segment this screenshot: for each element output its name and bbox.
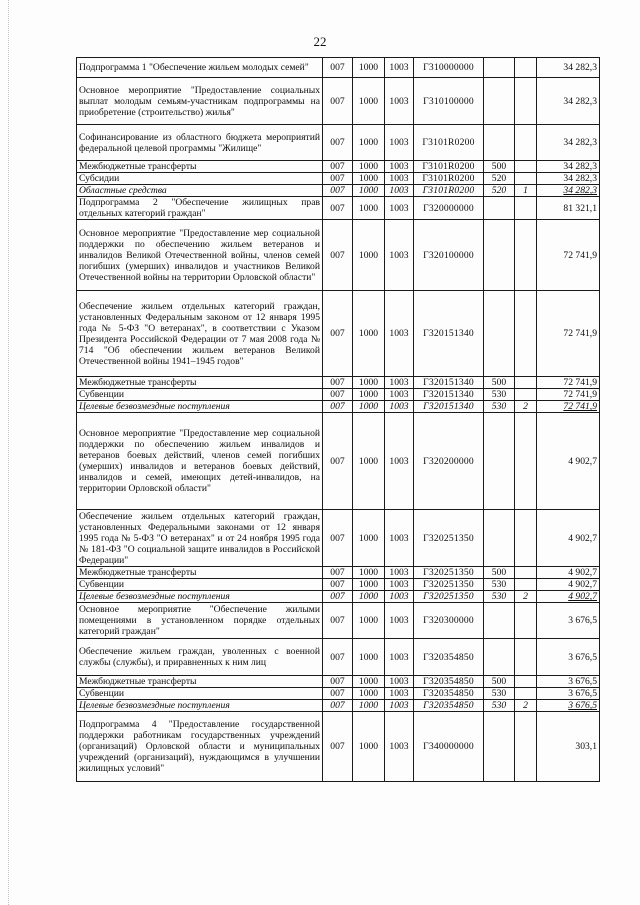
cell-item-name: Основное мероприятие "Предоставление мер социальной поддержки по обеспечению жильем ветеранов и инвалидов Великой Отечественной войны, членов семей погибших (умерших) инвалидов и участников Великой Отечественной войны на территории Орловской области" (77, 220, 323, 291)
cell-item-name: Межбюджетные трансферты (77, 676, 323, 688)
cell-amount: 81 321,1 (537, 197, 600, 220)
cell-ministry-code: 007 (323, 510, 353, 567)
cell-expense-type (484, 603, 515, 639)
cell-funding-source (515, 712, 537, 782)
cell-ministry-code: 007 (323, 291, 353, 377)
cell-ministry-code: 007 (323, 220, 353, 291)
cell-funding-source (515, 603, 537, 639)
cell-section-code: 1000 (353, 161, 385, 173)
table-row (77, 291, 600, 377)
cell-subsection-code: 1003 (385, 676, 414, 688)
cell-funding-source (515, 220, 537, 291)
cell-expense-type: 530 (484, 591, 515, 603)
cell-subsection-code: 1003 (385, 173, 414, 185)
table-row (77, 676, 600, 688)
cell-amount: 3 676,5 (537, 676, 600, 688)
table-row (77, 639, 600, 676)
cell-amount: 4 902,7 (537, 579, 600, 591)
scan-binding-edge (8, 0, 10, 905)
cell-subsection-code: 1003 (385, 639, 414, 676)
cell-target-article: Г320151340 (414, 389, 484, 401)
cell-section-code: 1000 (353, 567, 385, 579)
cell-amount: 3 676,5 (537, 700, 600, 712)
cell-ministry-code: 007 (323, 700, 353, 712)
cell-section-code: 1000 (353, 413, 385, 510)
cell-subsection-code: 1003 (385, 579, 414, 591)
cell-funding-source (515, 161, 537, 173)
cell-amount: 34 282,3 (537, 173, 600, 185)
cell-section-code: 1000 (353, 173, 385, 185)
cell-amount: 3 676,5 (537, 603, 600, 639)
cell-amount: 34 282,3 (537, 78, 600, 125)
cell-amount: 72 741,9 (537, 220, 600, 291)
cell-funding-source (515, 639, 537, 676)
cell-amount: 4 902,7 (537, 510, 600, 567)
cell-subsection-code: 1003 (385, 220, 414, 291)
cell-funding-source (515, 125, 537, 161)
cell-subsection-code: 1003 (385, 567, 414, 579)
cell-target-article: Г340000000 (414, 712, 484, 782)
cell-expense-type (484, 197, 515, 220)
cell-funding-source (515, 389, 537, 401)
cell-section-code: 1000 (353, 579, 385, 591)
cell-item-name: Обеспечение жильем отдельных категорий граждан, установленных Федеральными законами от 12 января 1995 года № 5-ФЗ "О ветеранах" и от 24 ноября 1995 года № 181-ФЗ "О социальной защите инвалидов в Российской Федерации" (77, 510, 323, 567)
cell-section-code: 1000 (353, 401, 385, 413)
cell-expense-type (484, 510, 515, 567)
cell-target-article: Г310100000 (414, 78, 484, 125)
cell-target-article: Г320000000 (414, 197, 484, 220)
cell-expense-type: 500 (484, 377, 515, 389)
cell-target-article: Г320251350 (414, 510, 484, 567)
cell-funding-source (515, 413, 537, 510)
cell-funding-source (515, 377, 537, 389)
cell-amount: 4 902,7 (537, 567, 600, 579)
cell-target-article: Г320354850 (414, 700, 484, 712)
cell-section-code: 1000 (353, 58, 385, 78)
cell-target-article: Г320354850 (414, 639, 484, 676)
cell-funding-source (515, 58, 537, 78)
cell-item-name: Межбюджетные трансферты (77, 567, 323, 579)
cell-section-code: 1000 (353, 712, 385, 782)
table-row (77, 389, 600, 401)
cell-amount: 4 902,7 (537, 413, 600, 510)
cell-target-article: Г320151340 (414, 401, 484, 413)
cell-ministry-code: 007 (323, 125, 353, 161)
cell-amount: 72 741,9 (537, 291, 600, 377)
cell-ministry-code: 007 (323, 401, 353, 413)
cell-amount: 72 741,9 (537, 389, 600, 401)
table-row (77, 567, 600, 579)
cell-section-code: 1000 (353, 291, 385, 377)
cell-item-name: Целевые безвозмездные поступления (77, 700, 323, 712)
cell-expense-type (484, 125, 515, 161)
cell-subsection-code: 1003 (385, 591, 414, 603)
cell-ministry-code: 007 (323, 389, 353, 401)
cell-subsection-code: 1003 (385, 389, 414, 401)
cell-item-name: Основное мероприятие "Предоставление мер социальной поддержки по обеспечению жильем инвалидов и ветеранов боевых действий, членов семей погибших (умерших) инвалидов и ветеранов боевых действий, инвалидов и семей, имеющих детей-инвалидов, на территории Орловской области" (77, 413, 323, 510)
cell-amount: 34 282,3 (537, 125, 600, 161)
table-row (77, 688, 600, 700)
table-row (77, 125, 600, 161)
cell-amount: 34 282,3 (537, 58, 600, 78)
cell-subsection-code: 1003 (385, 291, 414, 377)
cell-section-code: 1000 (353, 78, 385, 125)
cell-item-name: Субвенции (77, 688, 323, 700)
cell-ministry-code: 007 (323, 161, 353, 173)
cell-item-name: Целевые безвозмездные поступления (77, 401, 323, 413)
cell-funding-source (515, 510, 537, 567)
cell-section-code: 1000 (353, 510, 385, 567)
cell-ministry-code: 007 (323, 676, 353, 688)
cell-ministry-code: 007 (323, 579, 353, 591)
cell-ministry-code: 007 (323, 413, 353, 510)
table-row (77, 591, 600, 603)
cell-funding-source: 2 (515, 591, 537, 603)
table-row (77, 401, 600, 413)
cell-subsection-code: 1003 (385, 688, 414, 700)
cell-funding-source: 2 (515, 700, 537, 712)
cell-amount: 3 676,5 (537, 639, 600, 676)
cell-amount: 34 282,3 (537, 161, 600, 173)
cell-item-name: Целевые безвозмездные поступления (77, 591, 323, 603)
cell-expense-type (484, 413, 515, 510)
cell-amount: 34 282,3 (537, 185, 600, 197)
cell-item-name: Подпрограмма 4 "Предоставление государственной поддержки работникам государственных учреждений (организаций) Орловской области и муниципальных учреждений (организаций), нуждающимся в улучшении жилищных условий" (77, 712, 323, 782)
cell-funding-source (515, 676, 537, 688)
cell-item-name: Субвенции (77, 579, 323, 591)
cell-ministry-code: 007 (323, 197, 353, 220)
cell-expense-type: 500 (484, 676, 515, 688)
cell-expense-type (484, 220, 515, 291)
budget-table-body (77, 58, 600, 782)
cell-section-code: 1000 (353, 603, 385, 639)
cell-target-article: Г320251350 (414, 567, 484, 579)
cell-item-name: Софинансирование из областного бюджета мероприятий федеральной целевой программы "Жилище" (77, 125, 323, 161)
cell-expense-type: 530 (484, 401, 515, 413)
cell-ministry-code: 007 (323, 377, 353, 389)
table-row (77, 603, 600, 639)
table-row (77, 712, 600, 782)
cell-target-article: Г320300000 (414, 603, 484, 639)
cell-item-name: Обеспечение жильем отдельных категорий граждан, установленных Федеральным законом от 12 января 1995 года № 5-ФЗ "О ветеранах", в соответствии с Указом Президента Российской Федерации от 7 мая 2008 года № 714 "Об обеспечении жильем ветеранов Великой Отечественной войны 1941–1945 годов" (77, 291, 323, 377)
cell-expense-type (484, 291, 515, 377)
cell-funding-source (515, 173, 537, 185)
cell-target-article: Г320200000 (414, 413, 484, 510)
cell-subsection-code: 1003 (385, 377, 414, 389)
cell-item-name: Межбюджетные трансферты (77, 161, 323, 173)
table-row (77, 377, 600, 389)
cell-subsection-code: 1003 (385, 510, 414, 567)
table-row (77, 700, 600, 712)
cell-item-name: Областные средства (77, 185, 323, 197)
cell-subsection-code: 1003 (385, 401, 414, 413)
cell-expense-type: 520 (484, 185, 515, 197)
cell-section-code: 1000 (353, 676, 385, 688)
cell-item-name: Межбюджетные трансферты (77, 377, 323, 389)
cell-target-article: Г320100000 (414, 220, 484, 291)
table-row (77, 579, 600, 591)
cell-item-name: Подпрограмма 1 "Обеспечение жильем молодых семей" (77, 58, 323, 78)
cell-ministry-code: 007 (323, 591, 353, 603)
cell-amount: 72 741,9 (537, 401, 600, 413)
cell-section-code: 1000 (353, 125, 385, 161)
cell-item-name: Субсидии (77, 173, 323, 185)
table-row (77, 173, 600, 185)
cell-expense-type (484, 58, 515, 78)
cell-ministry-code: 007 (323, 712, 353, 782)
table-row (77, 197, 600, 220)
cell-expense-type: 530 (484, 579, 515, 591)
cell-subsection-code: 1003 (385, 700, 414, 712)
cell-subsection-code: 1003 (385, 185, 414, 197)
cell-ministry-code: 007 (323, 185, 353, 197)
cell-ministry-code: 007 (323, 603, 353, 639)
table-row (77, 78, 600, 125)
cell-funding-source (515, 197, 537, 220)
table-row (77, 58, 600, 78)
table-row (77, 161, 600, 173)
cell-target-article: Г3101R0200 (414, 161, 484, 173)
cell-section-code: 1000 (353, 700, 385, 712)
cell-section-code: 1000 (353, 220, 385, 291)
cell-funding-source (515, 291, 537, 377)
cell-expense-type: 500 (484, 567, 515, 579)
cell-ministry-code: 007 (323, 688, 353, 700)
cell-target-article: Г320251350 (414, 591, 484, 603)
cell-section-code: 1000 (353, 185, 385, 197)
cell-item-name: Основное мероприятие "Предоставление социальных выплат молодым семьям-участникам подпрограммы на приобретение (строительство) жилья" (77, 78, 323, 125)
cell-funding-source: 1 (515, 185, 537, 197)
cell-target-article: Г310000000 (414, 58, 484, 78)
cell-subsection-code: 1003 (385, 413, 414, 510)
cell-target-article: Г3101R0200 (414, 125, 484, 161)
cell-ministry-code: 007 (323, 173, 353, 185)
cell-item-name: Субвенции (77, 389, 323, 401)
cell-expense-type: 530 (484, 389, 515, 401)
cell-expense-type: 530 (484, 700, 515, 712)
cell-ministry-code: 007 (323, 58, 353, 78)
table-row (77, 413, 600, 510)
cell-expense-type: 500 (484, 161, 515, 173)
cell-subsection-code: 1003 (385, 58, 414, 78)
cell-section-code: 1000 (353, 639, 385, 676)
table-row (77, 510, 600, 567)
cell-item-name: Подпрограмма 2 "Обеспечение жилищных прав отдельных категорий граждан" (77, 197, 323, 220)
cell-target-article: Г320151340 (414, 291, 484, 377)
cell-target-article: Г3101R0200 (414, 185, 484, 197)
cell-expense-type: 530 (484, 688, 515, 700)
cell-target-article: Г320251350 (414, 579, 484, 591)
cell-funding-source (515, 567, 537, 579)
cell-subsection-code: 1003 (385, 712, 414, 782)
cell-subsection-code: 1003 (385, 603, 414, 639)
cell-amount: 3 676,5 (537, 688, 600, 700)
cell-subsection-code: 1003 (385, 125, 414, 161)
cell-target-article: Г320151340 (414, 377, 484, 389)
cell-section-code: 1000 (353, 389, 385, 401)
budget-table (76, 57, 600, 782)
cell-amount: 4 902,7 (537, 591, 600, 603)
cell-item-name: Основное мероприятие "Обеспечение жилыми помещениями в установленном порядке отдельных категорий граждан" (77, 603, 323, 639)
cell-target-article: Г3101R0200 (414, 173, 484, 185)
cell-amount: 303,1 (537, 712, 600, 782)
cell-expense-type (484, 712, 515, 782)
cell-subsection-code: 1003 (385, 197, 414, 220)
cell-expense-type (484, 78, 515, 125)
cell-ministry-code: 007 (323, 567, 353, 579)
cell-amount: 72 741,9 (537, 377, 600, 389)
cell-section-code: 1000 (353, 377, 385, 389)
cell-target-article: Г320354850 (414, 676, 484, 688)
cell-ministry-code: 007 (323, 639, 353, 676)
cell-item-name: Обеспечение жильем граждан, уволенных с военной службы (службы), и приравненных к ним лиц (77, 639, 323, 676)
table-row (77, 185, 600, 197)
cell-subsection-code: 1003 (385, 161, 414, 173)
cell-section-code: 1000 (353, 591, 385, 603)
page-number: 22 (313, 34, 327, 49)
cell-section-code: 1000 (353, 197, 385, 220)
cell-funding-source (515, 688, 537, 700)
cell-section-code: 1000 (353, 688, 385, 700)
cell-funding-source (515, 579, 537, 591)
cell-expense-type (484, 639, 515, 676)
cell-funding-source (515, 78, 537, 125)
cell-expense-type: 520 (484, 173, 515, 185)
cell-funding-source: 2 (515, 401, 537, 413)
cell-subsection-code: 1003 (385, 78, 414, 125)
table-row (77, 220, 600, 291)
cell-ministry-code: 007 (323, 78, 353, 125)
cell-target-article: Г320354850 (414, 688, 484, 700)
